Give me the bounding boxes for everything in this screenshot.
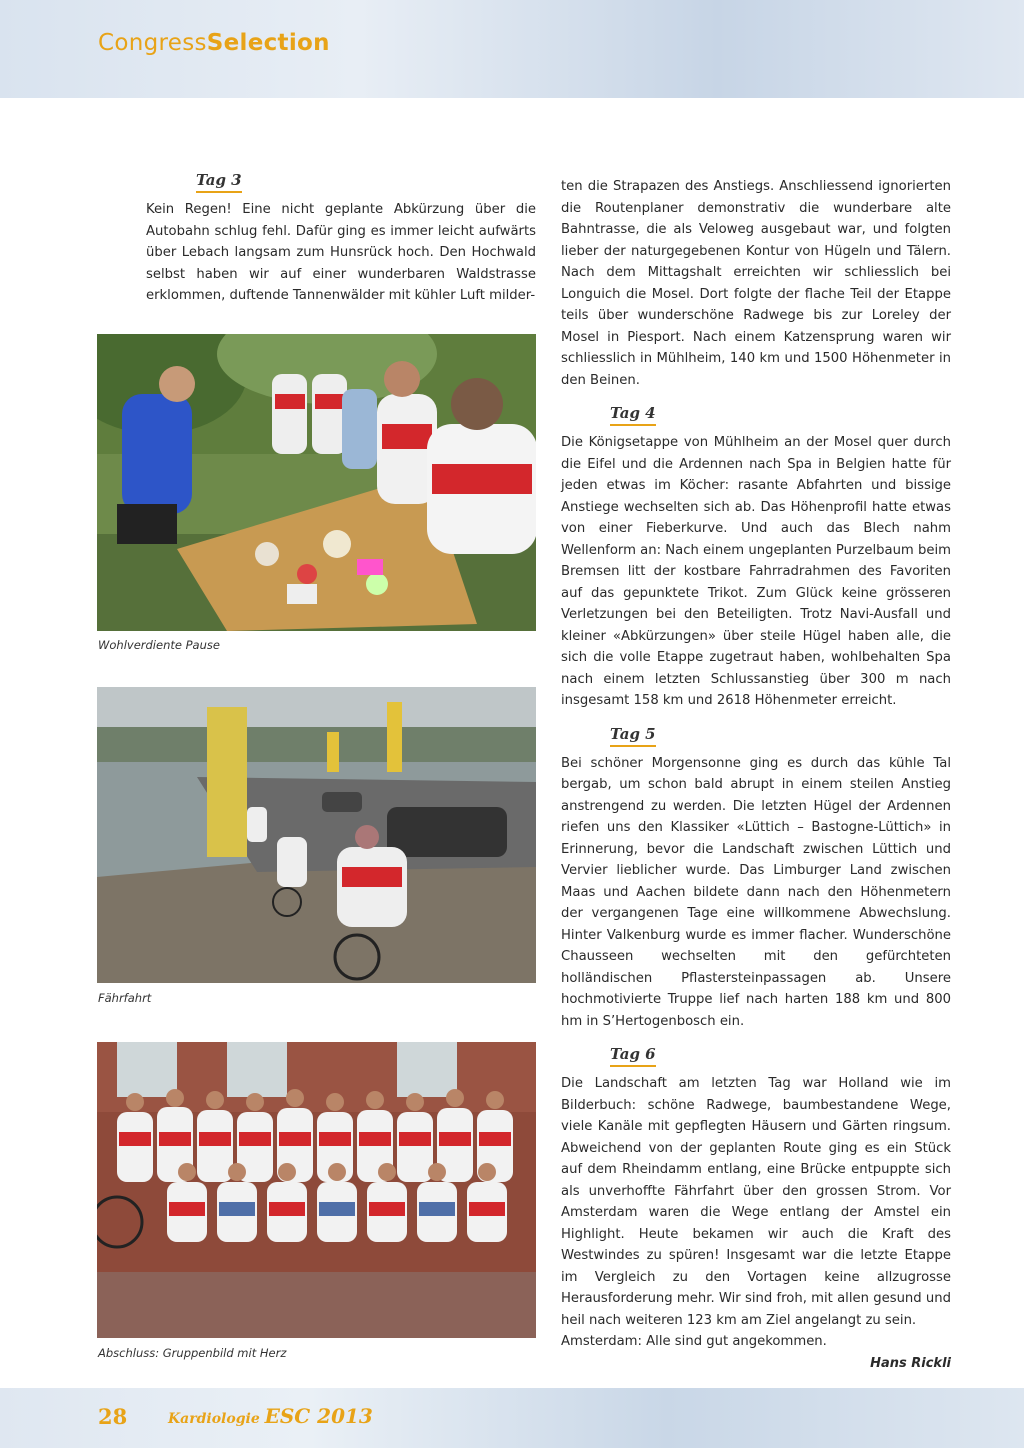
heading-tag-6: Tag 6 [610, 1044, 656, 1067]
tag-6-paragraph: Die Landschaft am letzten Tag war Holland wie im Bilderbuch: schöne Radwege, baumbestandene Wege, viele Kanäle mit gepflegten Häusern und Gärten ringsum. Abweichend von der geplanten Route ging es ein Stück auf dem Rheindamm entlang, eine Brücke entpuppte sich als unverhoffte Fährfahrt über den grossen Strom. Vor Amsterdam waren die Wege entlang der Amstel ein Highlight. Heute bekamen wir auch die Kraft des Westwindes zu spüren! Insgesamt war die letzte Etappe im Vergleich zu den Vortagen keine allzugrosse Herausforderung mehr. Wir sind froh, mit allen gesund und heil nach weiteren 123 km am Ziel angelangt zu sein. [561, 1076, 951, 1328]
header-title: CongressSelection [98, 30, 330, 56]
page-number: 28 [98, 1404, 128, 1429]
heading-tag-3: Tag 3 [196, 170, 242, 193]
right-text-block [561, 176, 951, 1374]
heading-tag-5: Tag 5 [610, 724, 656, 747]
left-text-block [146, 170, 536, 307]
photo-ferry [97, 687, 536, 983]
caption-rest-break: Wohlverdiente Pause [98, 638, 220, 652]
heading-tag-4: Tag 4 [610, 403, 656, 426]
caption-ferry: Fährfahrt [98, 991, 152, 1005]
tag-4-paragraph: Die Königsetappe von Mühlheim an der Mosel quer durch die Eifel und die Ardennen nach Spa in Belgien hatte für jeden etwas im Köcher: rasante Abfahrten und bissige Anstiege wechselten sich ab. Das Höhenprofil hatte etwas von einer Fieberkurve. Und auch das Blech nahm Wellenform an: Nach einem ungeplanten Purzelbaum beim Bremsen litt der kostbare Fahrradrahmen des Favoriten auf das gepunktete Trikot. Zum Glück keine grösseren Verletzungen bei den Beteiligten. Trotz Navi-Ausfall und kleiner «Abkürzungen» über steile Hügel haben alle, die sich die volle Etappe zugetraut haben, wohlbehalten Spa nach einem letzten Schlussanstieg über 300 m nach insgesamt 158 km und 2618 Höhenmeter erreicht. [561, 435, 951, 708]
footer-band [0, 1388, 1024, 1448]
tag-6-closing-line: Amsterdam: Alle sind gut angekommen. [561, 1334, 827, 1349]
photo-rest-break [97, 334, 536, 631]
tag-3-continued-paragraph: ten die Strapazen des Anstiegs. Anschliessend ignorierten die Routenplaner demonstrativ die wunderbare alte Bahntrasse, die als Veloweg ausgebaut war, und folgten lieber der naturgegebenen Kontur von Hügeln und Tälern. Nach dem Mittagshalt erreichten wir schliesslich bei Longuich die Mosel. Dort folgte der flache Teil der Etappe teils über wunderschöne Radwege bis zur Loreley der Mosel in Piesport. Nach einem Katzensprung waren wir schliesslich in Mühlheim, 140 km und 1500 Höhenmeter in den Beinen. [561, 179, 951, 388]
caption-group: Abschluss: Gruppenbild mit Herz [98, 1346, 287, 1360]
author-name: Hans Rickli [870, 1355, 951, 1371]
tag-3-paragraph: Kein Regen! Eine nicht geplante Abkürzung über die Autobahn schlug fehl. Dafür ging es immer leicht aufwärts über Lebach langsam zum Hunsrück hoch. Den Hochwald selbst haben wir auf einer wunderbaren Waldstrasse erklommen, duftende Tannenwälder mit kühler Luft milder- [146, 202, 536, 303]
photo-group [97, 1042, 536, 1338]
tag-5-paragraph: Bei schöner Morgensonne ging es durch das kühle Tal bergab, um schon bald abrupt in einem steilen Anstieg anstrengend zu werden. Die letzten Hügel der Ardennen riefen uns den Klassiker «Lüttich – Bastogne-Lüttich» in Erinnerung, bevor die Landschaft zwischen Lüttich und Vervier lieblicher wurde. Das Limburger Land zwischen Maas und Aachen bildete dann nach den Höhenmetern der vergangenen Tage eine willkommene Abwechslung. Hinter Valkenburg wurde es immer flacher. Wunderschöne Chausseen wechselten mit den gefürchteten holländischen Pflastersteinpassagen ab. Unsere hochmotivierte Truppe lief nach harten 188 km und 800 hm in S’Hertogenbosch ein. [561, 755, 951, 1029]
journal-title: Kardiologie ESC 2013 [168, 1404, 373, 1428]
